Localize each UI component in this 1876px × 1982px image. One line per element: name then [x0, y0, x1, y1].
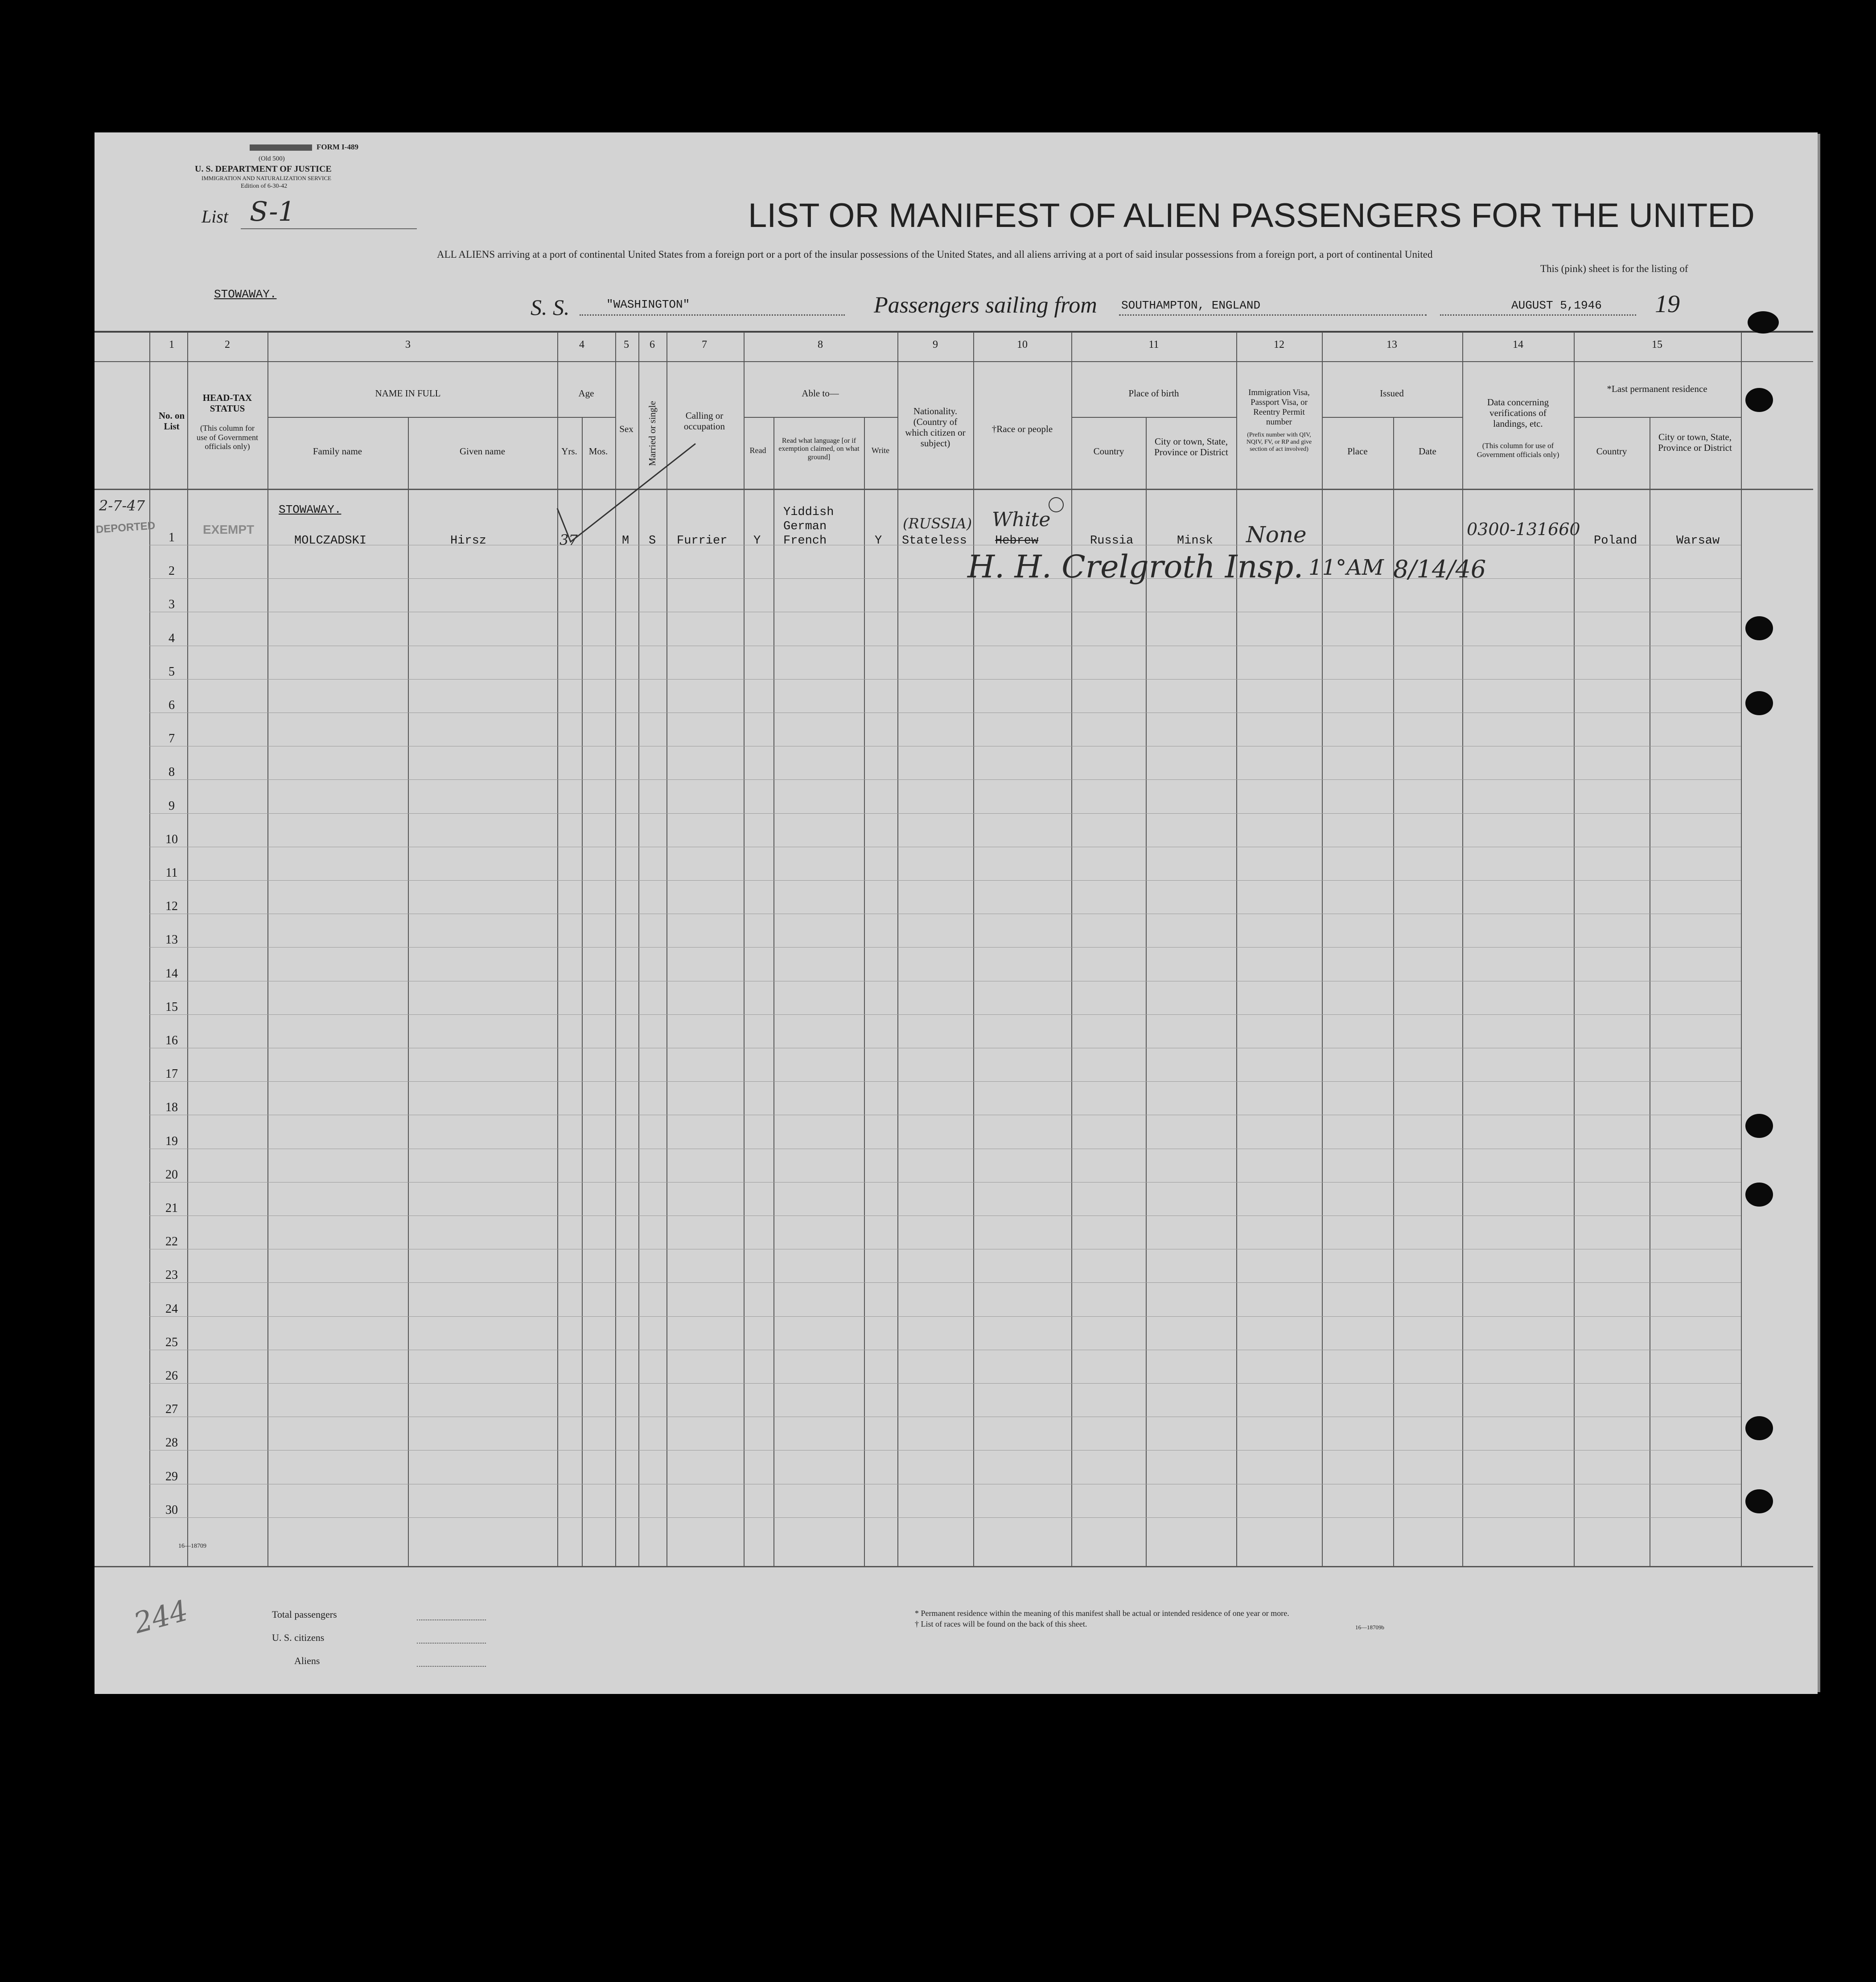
row-number-text: 23 — [165, 1268, 178, 1282]
col-line-b — [187, 332, 188, 1567]
total-passengers-line — [417, 1619, 486, 1620]
row-number-text: 25 — [165, 1335, 178, 1349]
row-number-text: 18 — [165, 1100, 178, 1115]
exempt-stamp: EXEMPT — [203, 523, 255, 536]
header-race: †Race or people — [991, 424, 1053, 434]
header-head-tax: HEAD-TAX STATUS — [202, 392, 252, 414]
row-number-text: 5 — [169, 664, 175, 679]
page-edge — [1818, 134, 1820, 1692]
residence-sub-rule — [1574, 417, 1741, 418]
row-rule — [149, 1182, 1741, 1183]
row-number-text: 17 — [165, 1067, 178, 1081]
col-line-d — [408, 417, 409, 1567]
print-code-right: 16—18709b — [1355, 1624, 1384, 1631]
header-birth-city: City or town, State, Province or District — [1154, 436, 1228, 458]
row-number-text: 27 — [165, 1402, 178, 1417]
header-no-on-list: No. on List — [158, 410, 185, 432]
col-line-u — [1574, 332, 1575, 1567]
footnote-residence: * Permanent residence within the meaning of this manifest shall be actual or intended residence of one year or more. — [915, 1609, 1289, 1618]
row-number-text: 7 — [169, 732, 175, 746]
header-age-mos: Mos. — [588, 446, 608, 457]
row-number-text: 11 — [165, 866, 178, 880]
col-number-3: 3 — [405, 339, 411, 350]
date-handwritten: 8/14/46 — [1393, 555, 1486, 583]
time-handwritten: 11°AM — [1308, 555, 1384, 580]
age-yrs-cell: 37 — [560, 532, 578, 548]
language-2-cell: German — [783, 520, 827, 533]
res-country-cell: Poland — [1594, 534, 1637, 548]
col-number-12: 12 — [1274, 339, 1284, 350]
header-family-name: Family name — [313, 446, 362, 457]
race-handwritten: White — [992, 508, 1051, 531]
deported-stamp: DEPORTED — [95, 519, 156, 536]
punch-hole — [1745, 1114, 1773, 1138]
row-number-text: 6 — [169, 698, 175, 712]
punch-hole — [1745, 1183, 1773, 1207]
sailing-underline — [1119, 314, 1427, 316]
row-rule — [149, 1282, 1741, 1283]
aliens-label: Aliens — [294, 1655, 320, 1666]
row-number-text: 20 — [165, 1167, 178, 1182]
header-verification-note: (This column for use of Government officials only) — [1477, 441, 1559, 459]
edition-label: Edition of 6-30-42 — [241, 183, 288, 190]
header-birth-country: Country — [1093, 446, 1124, 457]
row-rule — [149, 578, 1741, 579]
punch-hole — [1745, 388, 1773, 412]
header-given-name: Given name — [459, 446, 506, 457]
col-line-s — [1393, 417, 1394, 1567]
res-city-cell: Warsaw — [1676, 534, 1720, 548]
family-name-cell: MOLCZADSKI — [294, 534, 367, 548]
header-visa-note: (Prefix number with QIV, NQIV, FV, or RP and give section of act involved) — [1246, 432, 1312, 453]
row-rule — [149, 779, 1741, 780]
row-rule — [149, 1383, 1741, 1384]
col-number-10: 10 — [1017, 339, 1028, 350]
col-number-14: 14 — [1513, 339, 1523, 350]
header-sex: Sex — [619, 424, 634, 434]
manifest-subtitle-1: ALL ALIENS arriving at a port of continental United States from a foreign port or a port of the insular possessions of the United States, and all aliens arriving at a port of said insular possessions from a foreign port, a port of continental United — [437, 249, 1433, 260]
language-3-cell: French — [783, 534, 827, 548]
col-line-k — [773, 417, 774, 1567]
aliens-line — [417, 1666, 486, 1667]
punch-hole — [1745, 616, 1773, 640]
header-res-city: City or town, State, Province or District — [1658, 432, 1732, 453]
col-number-8: 8 — [818, 339, 823, 350]
col-line-r — [1322, 332, 1323, 1567]
row-rule — [149, 813, 1741, 814]
row-number-text: 10 — [165, 832, 178, 846]
verification-handwritten: 0300-131660 — [1467, 519, 1580, 539]
col-line-q — [1236, 332, 1237, 1567]
col-line-t — [1462, 332, 1463, 1567]
row-number-text: 19 — [165, 1134, 178, 1148]
col-number-13: 13 — [1386, 339, 1397, 350]
col-line-n — [973, 332, 974, 1567]
column-number-rule — [95, 361, 1813, 362]
punch-hole — [1745, 691, 1773, 715]
header-write: Write — [871, 446, 890, 455]
punch-hole — [1745, 1489, 1773, 1513]
col-line-p — [1146, 417, 1147, 1567]
row-rule — [149, 1517, 1741, 1518]
header-name-in-full: NAME IN FULL — [375, 388, 441, 399]
table-bottom-rule — [95, 1566, 1813, 1567]
punch-hole — [1745, 1416, 1773, 1440]
row-rule — [149, 679, 1741, 680]
manifest-title: LIST OR MANIFEST OF ALIEN PASSENGERS FOR THE UNITED — [748, 197, 1755, 235]
col-number-6: 6 — [650, 339, 655, 350]
col-line-w — [1741, 332, 1742, 1567]
row-number-text: 21 — [165, 1201, 178, 1215]
list-underline — [241, 228, 417, 229]
row-number-text: 22 — [165, 1235, 178, 1249]
row-number-text: 16 — [165, 1034, 178, 1047]
row-number-text: 24 — [165, 1302, 178, 1316]
row-rule — [149, 880, 1741, 881]
col-line-c — [267, 332, 268, 1567]
header-bottom-rule — [95, 489, 1813, 490]
col-number-15: 15 — [1652, 339, 1662, 350]
row-number-text: 29 — [165, 1469, 178, 1483]
list-value: S-1 — [250, 196, 295, 227]
table-top-rule — [95, 331, 1813, 333]
row-number-text: 12 — [165, 899, 178, 914]
write-cell: Y — [875, 534, 882, 548]
col-number-1: 1 — [169, 339, 174, 350]
row-rule — [149, 947, 1741, 948]
us-citizens-label: U. S. citizens — [272, 1632, 325, 1643]
birth-sub-rule — [1071, 417, 1236, 418]
nationality-handwritten: (RUSSIA) — [903, 515, 972, 532]
row-number-text: 1 — [169, 531, 175, 544]
row-number-text: 15 — [165, 1000, 178, 1014]
read-cell: Y — [753, 534, 761, 548]
header-head-tax-note: (This column for use of Government officials only) — [197, 424, 258, 451]
header-able-to: Able to— — [802, 388, 839, 399]
inspector-signature: H. H. Crelgroth Insp. — [967, 548, 1304, 585]
header-read-language: Read what language [or if exemption claimed, on what ground] — [778, 437, 860, 461]
header-read: Read — [749, 446, 766, 455]
header-age: Age — [578, 388, 594, 399]
header-issued-date: Date — [1419, 446, 1436, 457]
header-issued: Issued — [1380, 388, 1404, 399]
able-sub-rule — [744, 417, 897, 418]
issued-sub-rule — [1322, 417, 1462, 418]
stowaway-entry-heading: STOWAWAY. — [279, 503, 341, 516]
date-underline — [1440, 314, 1636, 316]
header-nationality: Nationality. (Country of which citizen or subject) — [905, 406, 966, 449]
header-age-yrs: Yrs. — [561, 446, 577, 457]
header-verification: Data concerning verifications of landings, etc. — [1487, 397, 1549, 429]
row-number-text: 2 — [169, 564, 175, 578]
col-number-11: 11 — [1148, 339, 1159, 350]
checkmark-icon — [553, 441, 700, 553]
service-label: IMMIGRATION AND NATURALIZATION SERVICE — [202, 175, 332, 181]
manifest-sheet — [95, 132, 1818, 1694]
col-line-m — [897, 332, 898, 1567]
col-number-5: 5 — [624, 339, 629, 350]
sailing-label: Passengers sailing from — [874, 293, 1097, 318]
language-1-cell: Yiddish — [783, 506, 834, 519]
row-number-text: 13 — [165, 933, 178, 947]
list-label: List — [202, 206, 229, 227]
row-number-text: 28 — [165, 1436, 178, 1450]
row-number-text: 3 — [169, 597, 175, 612]
visa-handwritten: None — [1246, 522, 1307, 548]
header-visa: Immigration Visa, Passport Visa, or Reentry Permit number — [1248, 388, 1310, 427]
sex-cell: M — [622, 534, 629, 548]
ship-underline — [580, 314, 845, 316]
row-rule — [149, 1316, 1741, 1317]
footnote-races: † List of races will be found on the back of this sheet. — [915, 1619, 1087, 1628]
old-form-label: (Old 500) — [259, 155, 285, 162]
row-rule — [149, 1081, 1741, 1082]
header-issued-place: Place — [1347, 446, 1368, 457]
row-number-text: 30 — [165, 1503, 178, 1517]
given-name-cell: Hirsz — [450, 534, 487, 548]
bottom-margin-number: 244 — [130, 1594, 192, 1640]
occupation-cell: Furrier — [677, 534, 728, 548]
margin-date-annotation: 2-7-47 — [99, 497, 145, 514]
punch-hole — [1748, 311, 1779, 334]
header-calling: Calling or occupation — [683, 410, 725, 432]
ss-label: S. S. — [531, 295, 570, 320]
col-number-2: 2 — [225, 339, 230, 350]
us-citizens-line — [417, 1643, 486, 1644]
birth-city-cell: Minsk — [1177, 534, 1214, 548]
col-number-7: 7 — [702, 339, 707, 350]
married-cell: S — [649, 534, 656, 548]
col-line-a — [149, 332, 150, 1567]
manifest-subtitle-2: This (pink) sheet is for the listing of — [1540, 263, 1688, 274]
form-code: FORM I-489 — [250, 143, 358, 152]
header-last-residence: *Last permanent residence — [1607, 383, 1707, 394]
row-number-text: 26 — [165, 1369, 178, 1383]
header-married: Married or single — [646, 401, 658, 466]
header-res-country: Country — [1596, 446, 1627, 457]
col-number-9: 9 — [933, 339, 938, 350]
col-line-l — [864, 417, 865, 1567]
age-sub-rule — [557, 417, 615, 418]
sailing-date: AUGUST 5,1946 — [1511, 299, 1602, 312]
col-line-j — [744, 332, 745, 1567]
row-number-text: 14 — [165, 966, 178, 981]
col-line-o — [1071, 332, 1072, 1567]
print-code-left: 16—18709 — [178, 1543, 206, 1549]
race-circle-mark — [1049, 497, 1064, 512]
race-cell: Hebrew — [995, 534, 1039, 548]
birth-country-cell: Russia — [1090, 534, 1134, 548]
ship-name: "WASHINGTON" — [606, 298, 690, 311]
row-number-text: 9 — [169, 799, 175, 813]
row-number-text: 4 — [169, 631, 175, 645]
header-place-of-birth: Place of birth — [1128, 388, 1179, 399]
nationality-cell: Stateless — [902, 534, 967, 548]
total-passengers-label: Total passengers — [272, 1609, 337, 1620]
stowaway-header-label: STOWAWAY. — [214, 288, 277, 301]
row-number-text: 8 — [169, 765, 175, 779]
col-number-4: 4 — [579, 339, 584, 350]
name-sub-rule — [267, 417, 557, 418]
row-rule — [149, 1014, 1741, 1015]
sailing-from: SOUTHAMPTON, ENGLAND — [1121, 299, 1261, 312]
year-prefix: 19 — [1655, 290, 1680, 318]
col-line-f — [582, 417, 583, 1567]
department-label: U. S. DEPARTMENT OF JUSTICE — [195, 164, 332, 174]
